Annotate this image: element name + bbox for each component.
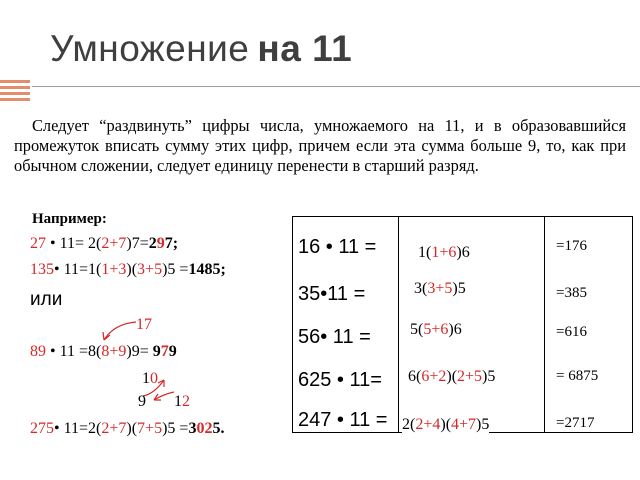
step-part: )6 xyxy=(456,244,470,261)
ex3-result: 9 xyxy=(152,343,161,360)
carry-digit: 0 xyxy=(150,370,158,387)
grid-answer-4: = 6875 xyxy=(556,368,599,384)
ex1-part: • 11= 2( xyxy=(46,235,102,252)
ex4-part: • 11=2( xyxy=(54,420,102,437)
ex1-part: )7= xyxy=(126,235,149,252)
step-sum: 1+6 xyxy=(431,244,457,261)
grid-answer-1: =176 xyxy=(556,238,587,254)
or-label: или xyxy=(30,289,63,310)
step-sum: 2+5 xyxy=(457,368,483,385)
ex4-result-mid: 02 xyxy=(196,420,213,437)
ex1-result: 2 xyxy=(148,235,157,252)
step-sum: 2+4 xyxy=(415,416,441,433)
ex2-result: 1485; xyxy=(188,261,226,278)
ex1-sum: 2+7 xyxy=(101,235,127,252)
grid-problem-5: 247 • 11 = xyxy=(298,409,388,431)
ex4-carry-2: 9 xyxy=(138,393,146,410)
step-part: )5 xyxy=(482,368,496,385)
grid-answer-5: =2717 xyxy=(556,415,595,431)
ex3-result-mid: 7 xyxy=(160,343,169,360)
grid-step-1 xyxy=(418,244,470,262)
grid-step-2 xyxy=(414,280,466,298)
ex1-result: 7; xyxy=(164,235,179,252)
ex2-sum: 1+3 xyxy=(101,261,127,278)
slide-title xyxy=(50,28,352,70)
grid-answer-2: =385 xyxy=(556,285,587,301)
example-line-3 xyxy=(30,343,177,361)
grid-problem-2: 35•11 = xyxy=(298,283,366,305)
ex4-number: 275 xyxy=(30,420,54,437)
grid-step-3 xyxy=(410,321,462,339)
ex4-sum: 2+7 xyxy=(101,420,127,437)
ex3-result: 9 xyxy=(168,343,177,360)
ex3-carry-arrow-icon xyxy=(98,318,140,346)
ex2-part: • 11=1( xyxy=(54,261,102,278)
title-bold: на 11 xyxy=(257,28,353,69)
decorative-stripes xyxy=(0,80,30,106)
intro-paragraph: Следует “раздвинуть” цифры числа, умножаемого на 11, и в образовавшийся промежуток вписать сумму этих цифр, причем если эта сумма больше 9, то, как при обычном сложении, следует единицу перенести в старший разряд. xyxy=(14,116,626,175)
ex4-part: )( xyxy=(126,420,138,437)
example-line-2 xyxy=(30,261,226,279)
ex4-part: )5 = xyxy=(162,420,189,437)
title-regular: Умножение xyxy=(50,28,250,69)
ex4-result: 5. xyxy=(212,420,225,437)
ex3-carry: 17 xyxy=(136,316,152,333)
step-part: 6( xyxy=(408,368,422,385)
step-part: )( xyxy=(440,416,452,433)
step-part: )5 xyxy=(452,280,466,297)
ex2-part: )( xyxy=(126,261,138,278)
ex3-sum: 8+9 xyxy=(101,343,127,360)
ex3-part: )9= xyxy=(126,343,153,360)
step-part: )5 xyxy=(476,416,490,433)
step-sum: 6+2 xyxy=(421,368,447,385)
grid-problem-1: 16 • 11 = xyxy=(298,236,377,258)
ex4-carry-3 xyxy=(174,393,190,411)
title-divider xyxy=(32,86,640,87)
step-part: 5( xyxy=(410,321,424,338)
ex4-sum: 7+5 xyxy=(137,420,163,437)
grid-answer-3: =616 xyxy=(556,324,587,340)
ex1-number: 27 xyxy=(30,235,46,252)
example-line-1 xyxy=(30,235,178,253)
step-part: )( xyxy=(446,368,458,385)
step-sum: 4+7 xyxy=(451,416,477,433)
carry-digit: 2 xyxy=(182,393,190,410)
ex1-result-mid: 9 xyxy=(156,235,165,252)
ex3-number: 89 xyxy=(30,343,46,360)
grid-step-4 xyxy=(408,368,495,386)
carry-digit: 1 xyxy=(174,393,182,410)
ex3-part: • 11 =8( xyxy=(46,343,102,360)
example-line-4 xyxy=(30,420,224,438)
ex2-number: 135 xyxy=(30,261,54,278)
step-part: 2( xyxy=(402,416,416,433)
step-part: )6 xyxy=(448,321,462,338)
step-part: 1( xyxy=(418,244,432,261)
example-label: Например: xyxy=(32,211,107,227)
step-sum: 5+6 xyxy=(423,321,449,338)
step-sum: 3+5 xyxy=(427,280,453,297)
grid-step-5 xyxy=(402,416,489,434)
carry-digit: 1 xyxy=(142,370,150,387)
step-part: 3( xyxy=(414,280,428,297)
ex2-sum: 3+5 xyxy=(137,261,163,278)
ex2-part: )5 = xyxy=(162,261,189,278)
ex4-result: 3 xyxy=(188,420,197,437)
grid-problem-4: 625 • 11= xyxy=(298,369,382,391)
grid-problem-3: 56• 11 = xyxy=(298,326,371,348)
